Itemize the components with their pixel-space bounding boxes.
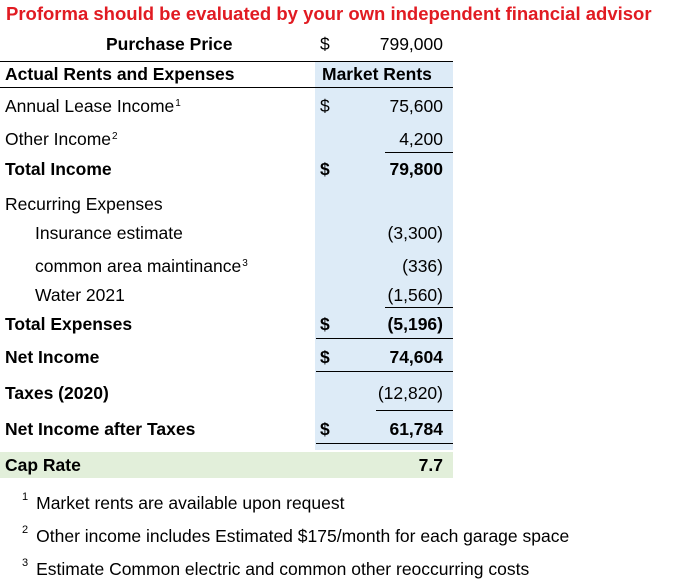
purchase-price-value: 799,000 (379, 34, 443, 54)
common-area-value: (336) (402, 256, 443, 276)
total-expenses-dollar: $ (320, 314, 330, 334)
footnote-3: $^3$ Estimate Common electric and common other reoccurring costs (22, 557, 530, 579)
net-income-underline (316, 371, 453, 372)
net-income-value: 74,604 (389, 347, 443, 367)
total-income-value: 79,800 (389, 159, 443, 179)
row-taxes-2020: Taxes (2020) (5, 383, 109, 403)
row-annual-lease-income: Annual Lease Income$^1$ (5, 96, 181, 116)
header-bottom-border (0, 87, 453, 88)
row-other-income: Other Income$^2$ (5, 129, 118, 149)
header-actual-rents: Actual Rents and Expenses (5, 64, 235, 84)
row-net-income-after-taxes: Net Income after Taxes (5, 419, 196, 439)
cap-rate-value: 7.7 (418, 455, 443, 475)
water-value: (1,560) (387, 285, 443, 305)
row-cap-rate: Cap Rate (5, 455, 81, 475)
other-income-value: 4,200 (399, 129, 443, 149)
insurance-value: (3,300) (387, 223, 443, 243)
purchase-price-dollar: $ (320, 34, 330, 54)
row-total-expenses: Total Expenses (5, 314, 133, 334)
other-income-underline (385, 152, 453, 153)
row-common-area-maintinance: common area maintinance$^3$ (35, 256, 248, 276)
row-water-2021: Water 2021 (35, 285, 125, 305)
row-total-income: Total Income (5, 159, 112, 179)
purchase-price-label: Purchase Price (106, 34, 233, 54)
header-market-rents: Market Rents (322, 64, 432, 84)
table-top-border (0, 61, 453, 62)
net-after-taxes-underline (316, 443, 453, 444)
net-after-taxes-dollar: $ (320, 419, 330, 439)
total-income-dollar: $ (320, 159, 330, 179)
annual-lease-dollar: $ (320, 96, 330, 116)
row-net-income: Net Income (5, 347, 100, 367)
annual-lease-value: 75,600 (389, 96, 443, 116)
total-expenses-underline (316, 338, 453, 339)
net-income-dollar: $ (320, 347, 330, 367)
row-recurring-expenses: Recurring Expenses (5, 194, 163, 214)
net-after-taxes-value: 61,784 (389, 419, 443, 439)
taxes-underline (376, 410, 453, 411)
disclaimer-title: Proforma should be evaluated by your own independent financial advisor (6, 3, 652, 24)
total-expenses-value: (5,196) (387, 314, 443, 334)
footnote-1: $^1$ Market rents are available upon request (22, 491, 345, 513)
row-insurance-estimate: Insurance estimate (35, 223, 183, 243)
water-underline (385, 307, 453, 308)
footnote-2: $^2$ Other income includes Estimated $175/month for each garage space (22, 524, 570, 546)
taxes-value: (12,820) (377, 383, 443, 403)
